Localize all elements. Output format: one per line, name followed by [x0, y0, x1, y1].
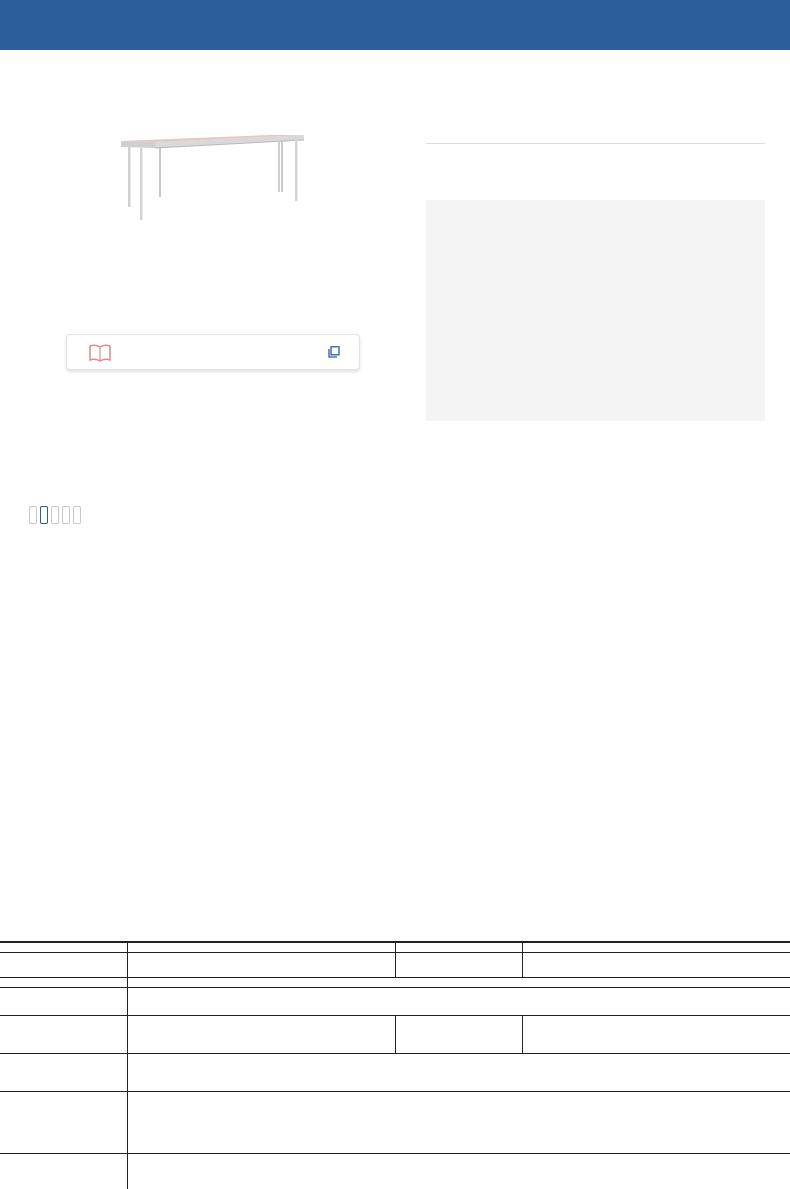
description-box: [426, 200, 765, 421]
color-option-selected[interactable]: [40, 506, 48, 524]
color-options: [29, 506, 81, 524]
color-option[interactable]: [51, 506, 59, 524]
book-icon: [89, 344, 111, 362]
header-bar: [0, 0, 790, 50]
color-option[interactable]: [29, 506, 37, 524]
company-label: [0, 953, 128, 978]
furigana-label: [396, 943, 523, 953]
divider: [426, 143, 765, 144]
order-form: [0, 941, 790, 1189]
product-image: [115, 125, 310, 225]
contact-furigana-field[interactable]: [523, 943, 790, 953]
fax-label: [396, 1016, 523, 1054]
address-furigana-field[interactable]: [128, 978, 790, 988]
company-field[interactable]: [128, 953, 396, 978]
size-options: [30, 412, 400, 432]
address-label: [0, 988, 128, 1016]
email-field[interactable]: [128, 1054, 790, 1092]
contact-field[interactable]: [523, 953, 790, 978]
phone-label: [0, 1016, 128, 1054]
company-furigana-field[interactable]: [128, 943, 396, 953]
furigana-label: [0, 978, 128, 988]
furigana-label: [0, 943, 128, 953]
color-option[interactable]: [62, 506, 70, 524]
request-label: [0, 1154, 128, 1189]
copy-icon[interactable]: [328, 346, 340, 358]
email-label: [0, 1054, 128, 1092]
catalog-link-button[interactable]: [66, 334, 360, 370]
order-item-label-cell: [0, 1092, 128, 1154]
fax-field[interactable]: [523, 1016, 790, 1054]
request-field[interactable]: [128, 1154, 790, 1189]
address-field[interactable]: [128, 988, 790, 1016]
order-item-field[interactable]: [128, 1092, 790, 1154]
phone-field[interactable]: [128, 1016, 396, 1054]
contact-label: [396, 953, 523, 978]
color-option[interactable]: [73, 506, 81, 524]
